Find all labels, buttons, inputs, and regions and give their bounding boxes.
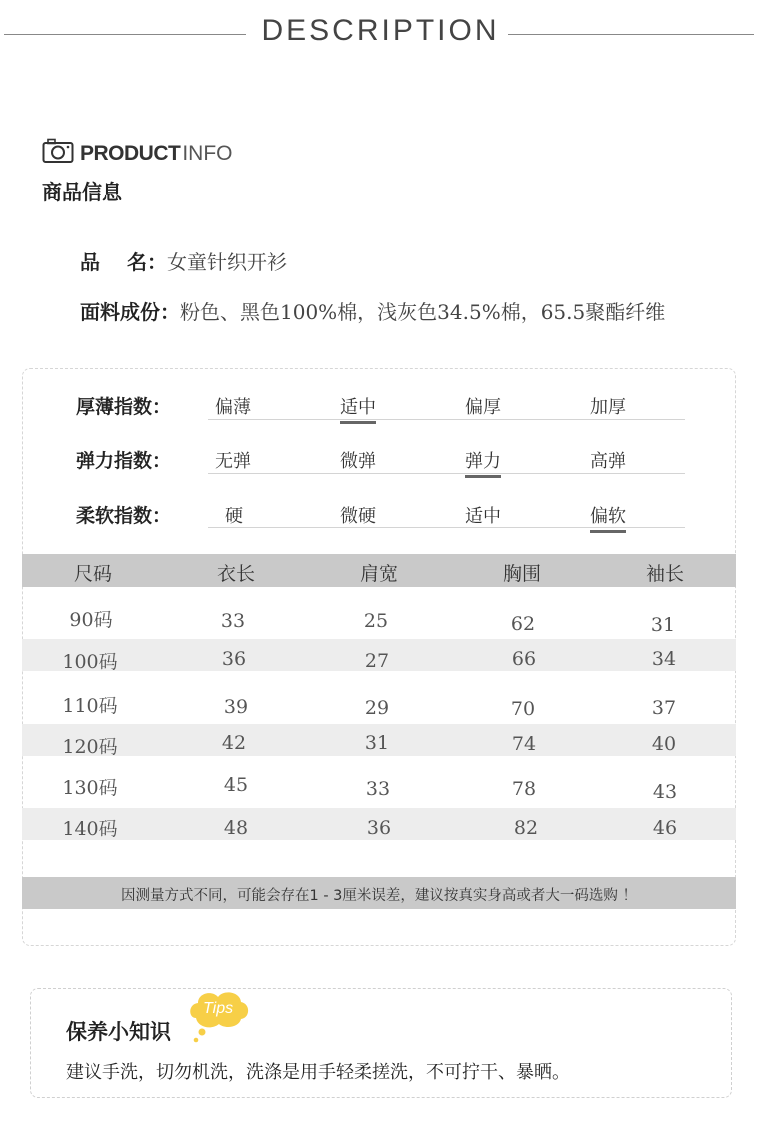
thickness-index-label: 厚薄指数： [76, 396, 172, 418]
table-cell: 33 [365, 778, 391, 800]
table-cell: 36 [366, 817, 392, 839]
softness-option: 硬 [225, 506, 243, 527]
product-info-heading: PRODUCTINFO [80, 142, 233, 165]
table-cell: 66 [511, 648, 537, 670]
table-cell: 48 [223, 817, 249, 839]
table-cell: 36 [221, 648, 247, 670]
thickness-option: 加厚 [590, 397, 626, 418]
elasticity-option: 微弹 [340, 451, 376, 472]
material-row [80, 296, 665, 325]
table-cell: 33 [220, 610, 246, 632]
table-cell-size: 110码 [62, 695, 118, 717]
table-cell: 43 [652, 781, 678, 803]
table-cell: 31 [364, 732, 390, 754]
thickness-option: 偏厚 [465, 397, 501, 418]
table-cell: 42 [221, 732, 247, 754]
elasticity-option: 高弹 [590, 451, 626, 472]
table-cell: 39 [223, 696, 249, 718]
softness-option: 适中 [465, 506, 501, 527]
table-cell: 31 [650, 614, 676, 636]
column-header-shoulder: 肩宽 [359, 563, 399, 585]
section-title-product-info: 商品信息 [42, 180, 122, 204]
material-label: 面料成份： [80, 300, 180, 324]
thickness-option-selected: 适中 [340, 393, 376, 419]
table-cell: 40 [651, 733, 677, 755]
camera-icon [42, 138, 74, 168]
material-value: 粉色、黑色100%棉，浅灰色34.5%棉，65.5聚酯纤维 [180, 300, 666, 324]
softness-option: 微硬 [340, 506, 376, 527]
table-cell: 62 [510, 613, 536, 635]
table-cell: 70 [510, 698, 536, 720]
softness-index-label: 柔软指数： [76, 505, 172, 527]
table-cell: 25 [363, 610, 389, 632]
measurement-notice: 因测量方式不同，可能会存在1 - 3厘米误差，建议按真实身高或者大一码选购 ！ [120, 888, 637, 904]
table-cell-size: 140码 [62, 818, 118, 840]
care-instructions: 建议手洗，切勿机洗，洗涤是用手轻柔搓洗，不可拧干、暴晒。 [66, 1062, 570, 1083]
elasticity-index-label: 弹力指数： [76, 450, 172, 472]
divider [208, 419, 685, 420]
table-cell-size: 100码 [62, 651, 118, 673]
column-header-size: 尺码 [73, 563, 113, 585]
thickness-option: 偏薄 [215, 397, 251, 418]
product-name-value: 女童针织开衫 [166, 250, 287, 274]
table-cell: 45 [223, 774, 249, 796]
product-name-label: 品 名： [80, 250, 167, 274]
table-cell: 27 [364, 650, 390, 672]
product-name-row [80, 246, 287, 275]
tips-bubble-icon [186, 988, 252, 1048]
tips-badge: Tips [203, 1000, 234, 1017]
table-cell: 74 [511, 733, 537, 755]
divider [208, 527, 685, 528]
softness-option-selected: 偏软 [590, 502, 626, 528]
column-header-length: 衣长 [216, 563, 256, 585]
care-title: 保养小知识 [66, 1020, 171, 1044]
elasticity-option-selected: 弹力 [465, 447, 501, 473]
table-cell: 78 [511, 778, 537, 800]
table-cell: 29 [364, 697, 390, 719]
table-cell-size: 90码 [69, 609, 113, 631]
divider [208, 473, 685, 474]
column-header-chest: 胸围 [502, 563, 542, 585]
table-cell: 34 [651, 648, 677, 670]
table-cell-size: 120码 [62, 736, 118, 758]
page-title: DESCRIPTION [261, 14, 500, 47]
table-cell: 46 [652, 817, 678, 839]
table-cell-size: 130码 [62, 777, 118, 799]
elasticity-option: 无弹 [215, 451, 251, 472]
column-header-sleeve: 袖长 [645, 563, 685, 585]
table-cell: 82 [513, 817, 539, 839]
table-cell: 37 [651, 697, 677, 719]
